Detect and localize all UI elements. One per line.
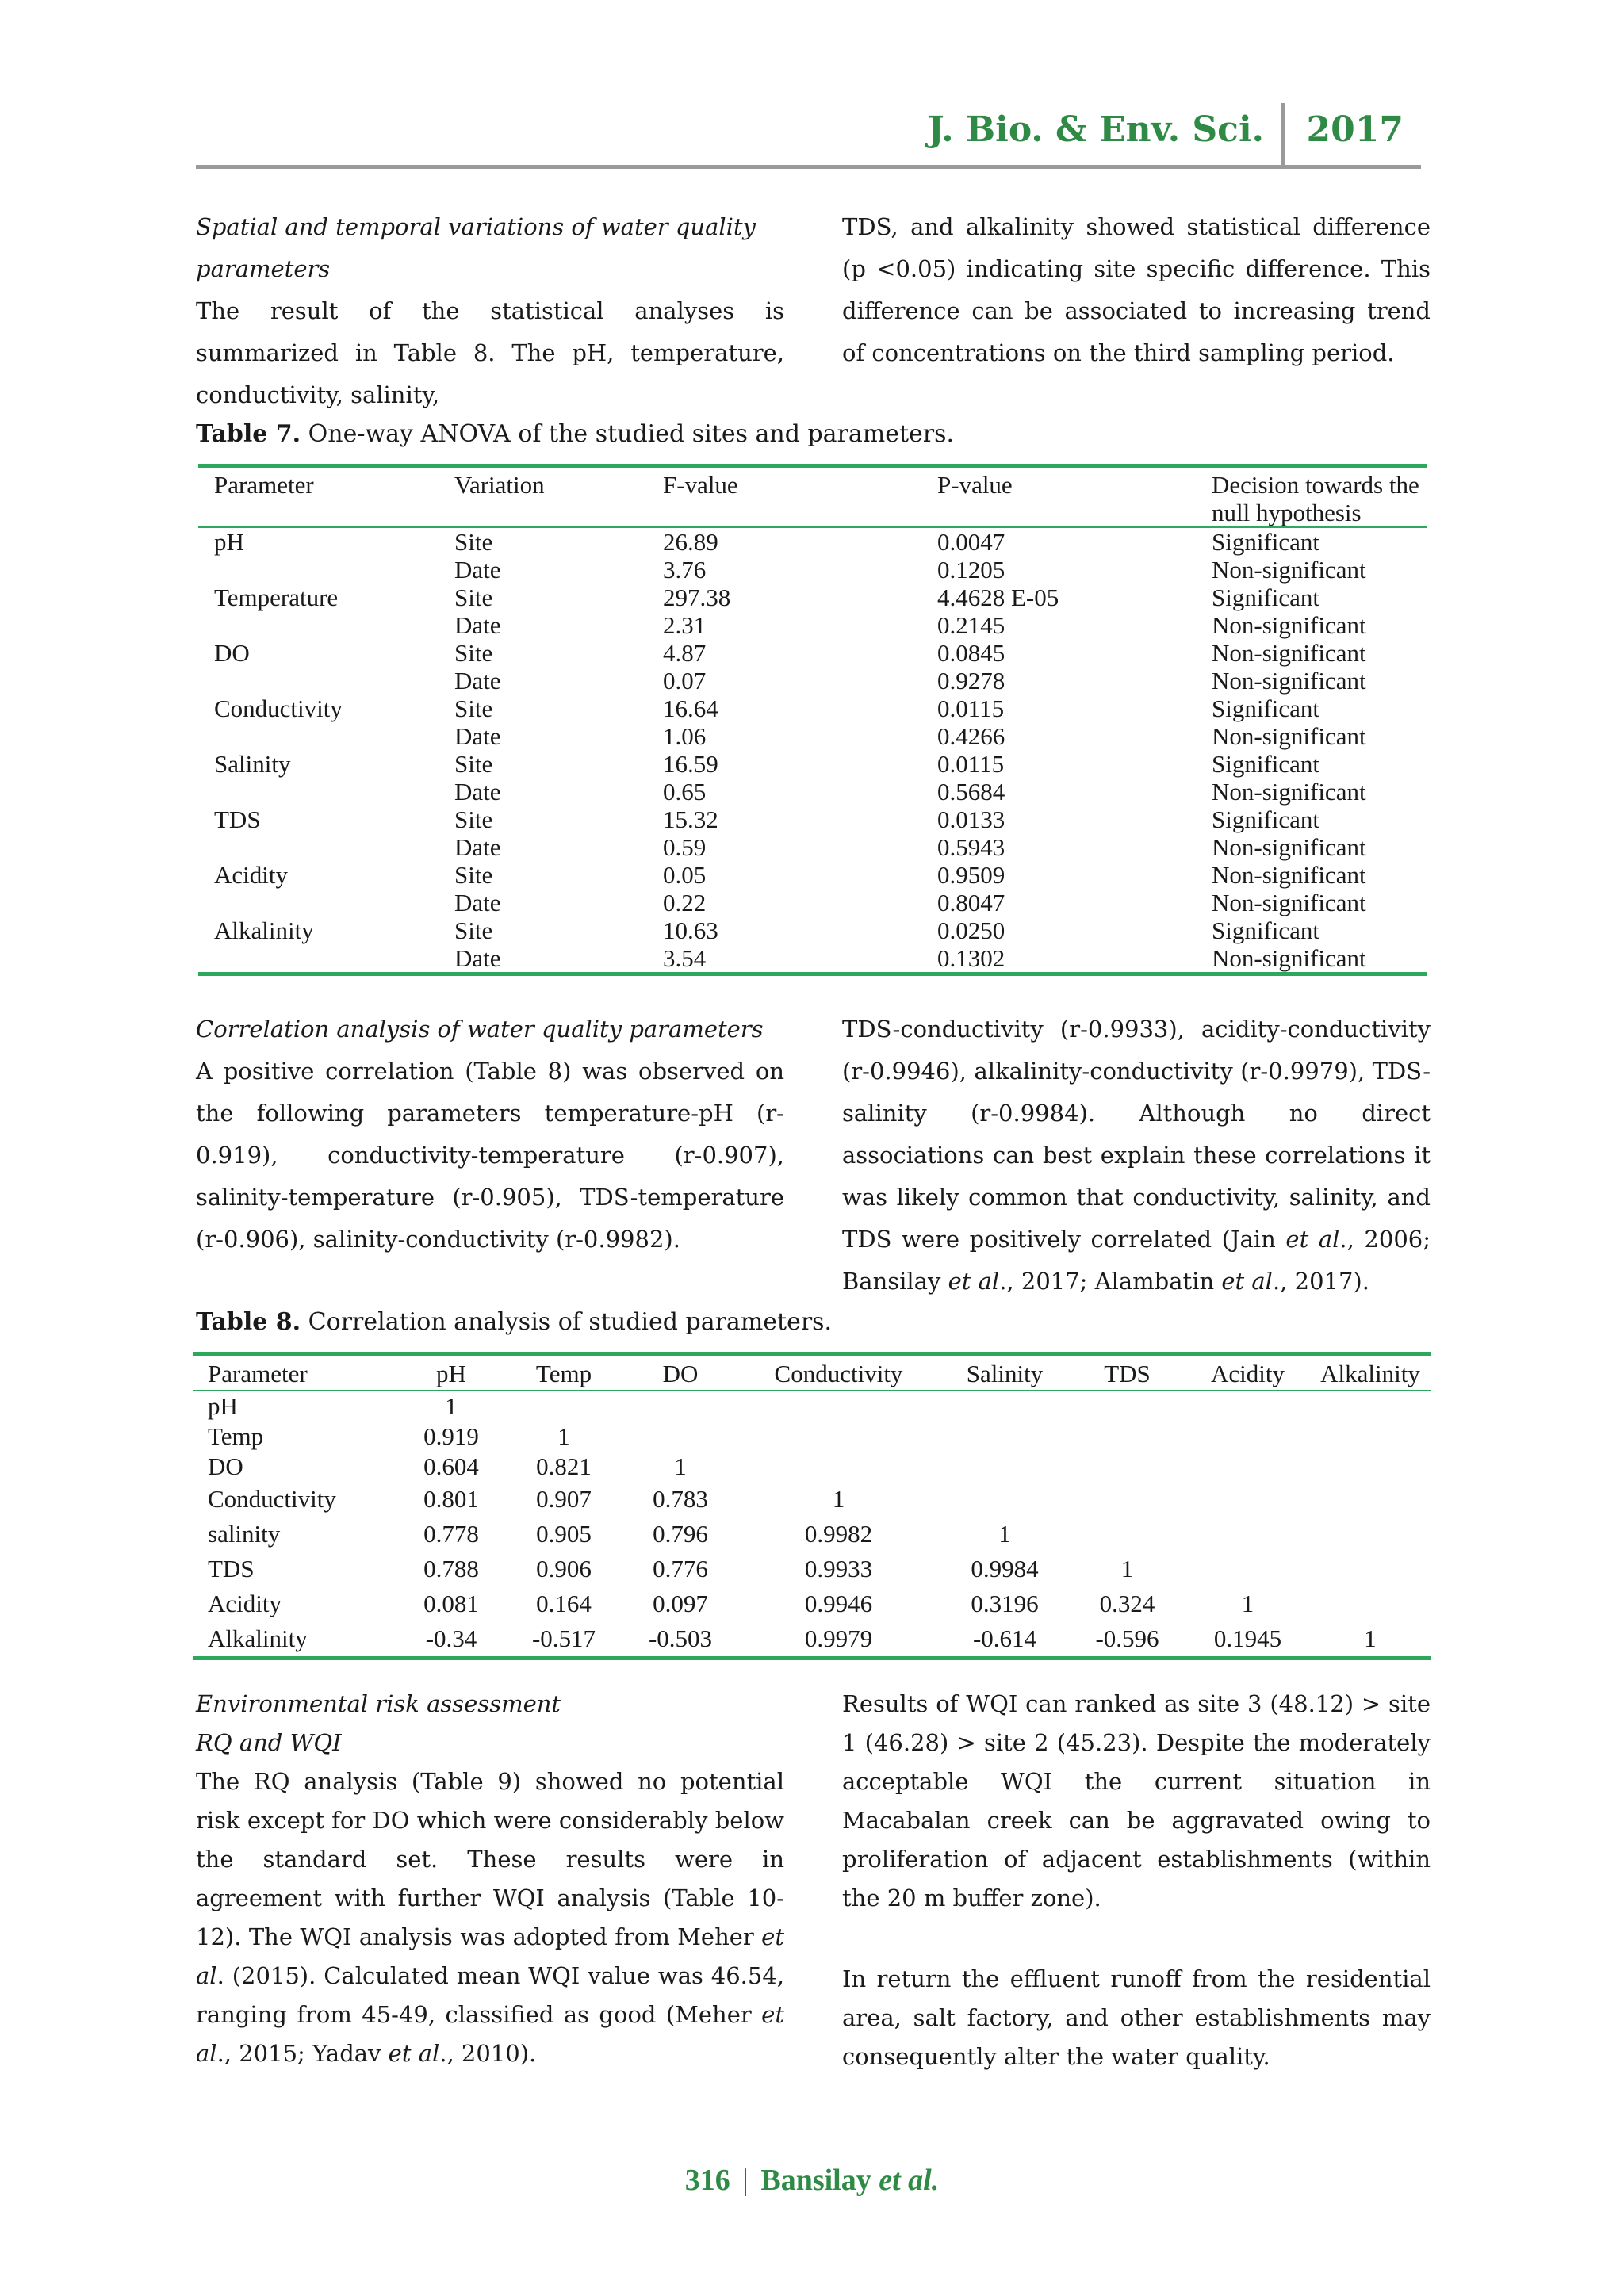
italic-run: et al [948,1268,1000,1295]
header-cell: TDS [1104,1360,1151,1387]
table-row [198,889,1427,916]
table-cell: Non-significant [1212,889,1366,916]
table-cell: 0.776 [653,1555,708,1582]
table-cell: pH [208,1392,238,1420]
table-cell: Date [454,556,501,584]
table-cell: 3.54 [663,944,707,972]
table-cell [737,1391,940,1422]
table-cell [1185,1482,1310,1517]
table-cell [1310,1482,1431,1517]
table-cell: TDS [208,1555,255,1582]
header-cell: Decision towards the null hypothesis [1212,471,1419,526]
table-cell [940,1482,1069,1517]
table-row [198,556,1427,584]
table-cell [1310,1586,1431,1621]
table7-caption [196,420,954,448]
header-cell: Conductivity [774,1360,903,1387]
table-cell: Date [454,611,501,639]
section3-heading2: RQ and WQI [196,1729,342,1756]
table-cell: 0.783 [653,1485,708,1513]
table-cell: 1 [1120,1555,1134,1582]
header-cell: P-value [937,471,1013,499]
table-cell: 0.9933 [804,1555,873,1582]
table7-caption-text: One-way ANOVA of the studied sites and parameters. [308,420,955,448]
table-cell: 1 [445,1392,458,1420]
table-cell: 0.604 [423,1452,479,1480]
footer-etal: et al. [879,2164,940,2197]
table-cell: Significant [1212,916,1320,944]
table-row [198,722,1427,750]
table-cell: 0.3196 [971,1590,1039,1617]
table-row [193,1586,1431,1621]
table-cell: Date [454,833,501,861]
table-cell [624,1422,737,1452]
table-cell: 0.65 [663,778,707,806]
table-cell: 0.9509 [937,861,1005,889]
table-cell [198,889,439,916]
table-cell [198,556,439,584]
table-cell: 0.9979 [804,1624,873,1652]
table-cell: 1 [557,1422,570,1450]
table-cell: 0.796 [653,1520,708,1548]
table-cell: 1.06 [663,722,707,750]
table-cell: Conductivity [214,695,343,722]
table-cell: 0.9946 [804,1590,873,1617]
table8-caption [196,1308,832,1336]
table-cell: Significant [1212,584,1320,611]
table-cell [940,1422,1069,1452]
header-cell: F-value [663,471,738,499]
table-cell: 0.0047 [937,528,1005,556]
table-cell [1069,1422,1185,1452]
table-cell: Alkalinity [208,1624,308,1652]
table-cell: 10.63 [663,916,718,944]
table-cell: pH [214,528,244,556]
table-cell: 0.07 [663,667,707,695]
table-cell [198,667,439,695]
italic-run: et al [388,2040,440,2067]
section3-heading1: Environmental risk assessment [196,1690,561,1717]
table-row [198,667,1427,695]
text-run: The RQ analysis (Table 9) showed no potential risk except for DO which were considerably below the standard set. These results were in agreement with further WQI analysis (Table 10-12). The WQI analysis was adopted from Meher [196,1768,784,1950]
table-cell: Significant [1212,750,1320,778]
section3-left-column [196,1685,784,2073]
table-cell: Conductivity [208,1485,336,1513]
table-cell: Date [454,944,501,972]
table-row [193,1517,1431,1552]
table-cell: Site [454,750,493,778]
text-run: ., 2006; Bansilay [842,1226,1431,1295]
table-cell: Non-significant [1212,778,1366,806]
table-row [193,1422,1431,1452]
table-cell: 0.9278 [937,667,1005,695]
table-cell: Non-significant [1212,611,1366,639]
table-cell: Date [454,722,501,750]
table-cell: 1 [674,1452,687,1480]
table-cell: 0.324 [1099,1590,1155,1617]
table-cell: 0.0250 [937,916,1005,944]
italic-run: et al [196,2001,784,2067]
section2-left-column [196,1008,784,1261]
table-cell: 4.4628 E-05 [937,584,1059,611]
table-cell [1310,1391,1431,1422]
section1-left-text: The result of the statistical analyses is summarized in Table 8. The pH, temperature, conductivity, salinity, [196,297,784,408]
text-run: . (2015). Calculated mean WQI value was 46.54, ranging from 45-49, classified as good (Meher [196,1962,784,2028]
header-separator [1281,103,1285,165]
table-cell [1069,1452,1185,1482]
header-cell: Temp [535,1360,592,1387]
table-cell: DO [214,639,250,667]
table-cell [1310,1517,1431,1552]
table-row [198,806,1427,833]
footer-separator: | [742,2164,749,2197]
paragraph-gap [842,1918,1431,1960]
table-cell: 1 [998,1520,1011,1548]
table-cell: Temp [208,1422,264,1450]
header-cell: Salinity [966,1360,1044,1387]
table-cell [940,1452,1069,1482]
table-cell: Temperature [214,584,339,611]
page-footer [0,2163,1624,2198]
italic-run: et al [1221,1268,1273,1295]
table-row [198,833,1427,861]
table-cell: Non-significant [1212,639,1366,667]
table-cell: Date [454,889,501,916]
table-cell: 16.64 [663,695,718,722]
section1-right-text: TDS, and alkalinity showed statistical difference (p <0.05) indicating site specific difference. This difference can be associated to increasing trend of concentrations on the third sampling period. [842,213,1431,366]
table-cell: 26.89 [663,528,718,556]
table-cell [1185,1517,1310,1552]
header-cell: DO [662,1360,699,1387]
table-cell: TDS [214,806,261,833]
table-cell: 0.4266 [937,722,1005,750]
correlation-table [193,1352,1431,1660]
journal-name: J. Bio. & Env. Sci. [927,109,1264,150]
correlation-table-body [193,1391,1431,1659]
table-cell [1185,1552,1310,1586]
italic-run: et al [1285,1226,1340,1253]
table-cell: DO [208,1452,243,1480]
table-cell: 15.32 [663,806,718,833]
table-cell: Site [454,528,493,556]
table-cell: 0.0133 [937,806,1005,833]
section2-right-column [842,1008,1431,1303]
journal-year: 2017 [1306,109,1404,150]
header-cell: pH [436,1360,466,1387]
table-row [198,861,1427,889]
table-cell [504,1391,624,1422]
table-row [198,639,1427,667]
table-cell: 0.0115 [937,695,1005,722]
text-run: ., 2017). [1272,1268,1369,1295]
table-cell: 1 [1364,1624,1377,1652]
table-header-row [193,1354,1431,1391]
table-cell: Site [454,806,493,833]
table-row [193,1621,1431,1659]
table-cell: 0.821 [536,1452,592,1480]
table-row [193,1391,1431,1422]
anova-table [198,464,1427,976]
table-cell: Non-significant [1212,722,1366,750]
table-cell: 0.9984 [971,1555,1039,1582]
table-cell: Acidity [214,861,288,889]
table-cell: Non-significant [1212,944,1366,972]
table-cell [1185,1452,1310,1482]
table-cell [1310,1422,1431,1452]
table-cell [198,611,439,639]
table-cell: 0.1302 [937,944,1005,972]
text-run: ., 2010). [439,2040,537,2067]
section2-right-text [842,1008,1431,1303]
table7-label: Table 7. [196,420,301,448]
table-cell: 0.22 [663,889,707,916]
table-cell: salinity [208,1520,281,1548]
table-cell [737,1452,940,1482]
table-cell: Non-significant [1212,556,1366,584]
text-run: ., 2017; Alambatin [999,1268,1222,1295]
table-cell [1069,1517,1185,1552]
text-run: TDS-conductivity (r-0.9933), acidity-conductivity (r-0.9946), alkalinity-conductivity (r-0.9979), TDS-salinity (r-0.9984). Although no direct associations can best explain these correlations it was likely common that conductivity, salinity, and TDS were positively correlated (Jain [842,1016,1431,1253]
table-cell: Site [454,695,493,722]
table-cell: 0.0115 [937,750,1005,778]
table-cell [198,722,439,750]
table-cell [1185,1391,1310,1422]
table-cell: 0.0845 [937,639,1005,667]
table-cell: 0.097 [653,1590,708,1617]
table-cell: Non-significant [1212,833,1366,861]
table-cell: Site [454,916,493,944]
table-row [193,1452,1431,1482]
table-row [193,1482,1431,1517]
section3-right-text-2: In return the effluent runoff from the residential area, salt factory, and other establishments may consequently alter the water quality. [842,1965,1431,2070]
table-cell: 0.2145 [937,611,1005,639]
table-cell: Significant [1212,695,1320,722]
table8-caption-text: Correlation analysis of studied parameters. [308,1308,833,1336]
table-cell: -0.517 [531,1624,596,1652]
text-run: ., 2015; Yadav [216,2040,389,2067]
table-row [198,916,1427,944]
table-row [198,611,1427,639]
table-cell [1185,1422,1310,1452]
table-cell: 0.919 [423,1422,479,1450]
table-cell: 0.164 [536,1590,592,1617]
table-cell: Site [454,639,493,667]
section3-left-text [196,1762,784,2073]
table-cell: 0.05 [663,861,707,889]
table-cell: Non-significant [1212,667,1366,695]
table-row [198,527,1427,556]
table-cell [737,1422,940,1452]
table-cell: -0.34 [425,1624,477,1652]
table-cell: -0.614 [972,1624,1037,1652]
table-cell: 297.38 [663,584,731,611]
table-cell: 0.8047 [937,889,1005,916]
table-cell: Acidity [208,1590,282,1617]
table-cell [198,778,439,806]
table-cell: 0.5684 [937,778,1005,806]
table-cell: 0.1945 [1213,1624,1282,1652]
table-cell: 16.59 [663,750,718,778]
table-cell: Significant [1212,528,1320,556]
table-cell: Site [454,861,493,889]
table-cell [940,1391,1069,1422]
table-cell: 3.76 [663,556,707,584]
table-cell: Date [454,778,501,806]
italic-run: et al [196,1923,784,1989]
table-cell: 0.59 [663,833,707,861]
table-cell: 0.5943 [937,833,1005,861]
table-cell: Date [454,667,501,695]
table8-label: Table 8. [196,1308,301,1336]
section3-right-column [842,1685,1431,2076]
table-cell: 0.1205 [937,556,1005,584]
table-cell: 2.31 [663,611,707,639]
table-row [198,778,1427,806]
table-cell: 0.907 [536,1485,592,1513]
anova-table-body [198,527,1427,974]
table-row [198,944,1427,974]
table-cell: Alkalinity [214,916,314,944]
table-cell: 0.788 [423,1555,479,1582]
table-header-row [198,466,1427,528]
table-cell: 1 [1241,1590,1254,1617]
section3-right-text-1: Results of WQI can ranked as site 3 (48.12) > site 1 (46.28) > site 2 (45.23). Despite the moderately acceptable WQI the current situation in Macabalan creek can be aggravated owing to proliferation of adjacent establishments (within the 20 m buffer zone). [842,1690,1431,1911]
journal-header [196,103,1421,169]
table-cell: 0.778 [423,1520,479,1548]
table-cell: 0.081 [423,1590,479,1617]
header-cell: Alkalinity [1320,1360,1420,1387]
table-cell: Site [454,584,493,611]
table-cell: -0.596 [1095,1624,1159,1652]
table-cell [1310,1452,1431,1482]
table-cell: -0.503 [648,1624,713,1652]
table-cell: 0.906 [536,1555,592,1582]
table-row [198,584,1427,611]
section1-right-column [842,206,1431,374]
table-cell [198,833,439,861]
table-cell: Salinity [214,750,291,778]
header-cell: Acidity [1211,1360,1285,1387]
table-cell [198,944,439,974]
section2-heading: Correlation analysis of water quality parameters [196,1016,764,1043]
table-cell [1069,1482,1185,1517]
table-cell: 0.905 [536,1520,592,1548]
table-cell: Non-significant [1212,861,1366,889]
table-cell [1069,1391,1185,1422]
section1-heading: Spatial and temporal variations of water quality parameters [196,213,756,282]
table-cell: Significant [1212,806,1320,833]
table-cell: 0.801 [423,1485,479,1513]
table-row [193,1552,1431,1586]
header-cell: Variation [454,471,545,499]
table-cell [1310,1552,1431,1586]
section1-left-column [196,206,784,416]
footer-author: Bansilay [760,2164,871,2197]
header-cell: Parameter [214,471,314,499]
table-cell: 4.87 [663,639,707,667]
table-cell [624,1391,737,1422]
table-row [198,695,1427,722]
table-cell: 0.9982 [804,1520,873,1548]
table-row [198,750,1427,778]
section2-left-text: A positive correlation (Table 8) was observed on the following parameters temperature-pH (r-0.919), conductivity-temperature (r-0.907), salinity-temperature (r-0.905), TDS-temperature (r-0.906), salinity-conductivity (r-0.9982). [196,1058,784,1253]
header-cell: Parameter [208,1360,308,1387]
table-cell: 1 [832,1485,845,1513]
page-number: 316 [684,2164,730,2197]
